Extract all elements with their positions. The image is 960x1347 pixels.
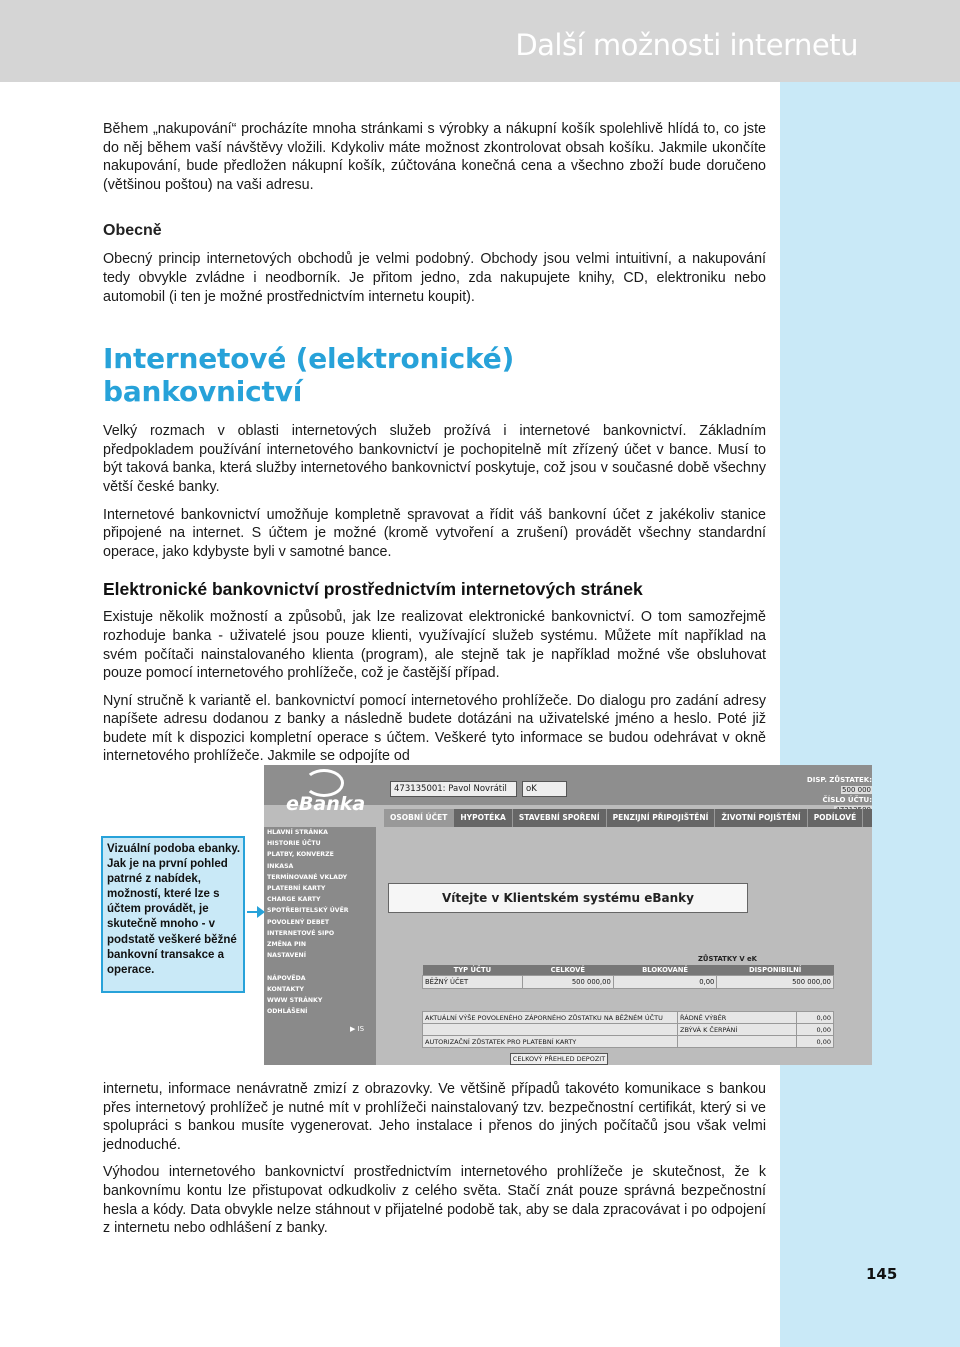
account-select[interactable]: 473135001: Pavol Novrátil — [390, 781, 517, 797]
general-paragraph: Obecný princip internetových obchodů je velmi podobný. Obchody jsou velmi intuitivní, a nakupování tedy obvykle zvládne i neodborník. Je přitom jedno, zda nakupujete knihy, CD, elektroniku nebo automobil (i ten je možné prostřednictvím internetu koupit). — [103, 251, 766, 305]
table-cell — [678, 1036, 797, 1048]
banking-heading-line1: Internetové (elektronické) — [103, 342, 515, 376]
menu-item[interactable]: SPOTŘEBITELSKÝ ÚVĚR — [267, 907, 349, 915]
menu-item[interactable]: WWW STRÁNKY — [267, 997, 323, 1005]
menu-item[interactable]: PLATEBNÍ KARTY — [267, 885, 326, 893]
ok-select[interactable]: oK — [522, 781, 567, 797]
web-paragraph-1: Existuje několik možností a způsobů, jak lze realizovat elektronické bankovnictví. O tom samozřejmě rozhoduje banka - uživatelé jsou pouze klienti, využívající služeb systému. Můžete mít například na svém počítači nainstalovaného klienta (program), ale stejně tak je například možné vše obsluhovat pouze pomocí internetového prohlížeče, což je častější případ. — [103, 609, 766, 682]
table-header: TYP ÚČTU — [423, 965, 523, 976]
logout-icon[interactable]: ▶ IS — [350, 1025, 365, 1033]
banking-paragraph-2: Internetové bankovnictví umožňuje kompletně spravovat a řídit váš bankovní účet z jakékoliv stanice připojené na internet. S účtem je možné (kromě vytvoření a zrušení) provádět všechny standardní operace, jako kdybyste byli v samotné bance. — [103, 506, 766, 560]
tab-stavebni-sporeni[interactable]: STAVEBNÍ SPOŘENÍ — [513, 809, 607, 827]
arrow-right-icon — [257, 906, 265, 918]
banking-heading-line2: bankovnictví — [103, 375, 303, 409]
page-header — [0, 0, 960, 82]
balance-table — [422, 965, 834, 989]
menu-item[interactable]: KONTAKTY — [267, 985, 304, 993]
overview-button[interactable]: CELKOVÝ PŘEHLED DEPOZIT — [510, 1053, 608, 1065]
menu-item[interactable]: NASTAVENÍ — [267, 952, 307, 960]
menu-item[interactable]: ZMĚNA PIN — [267, 941, 307, 949]
table-row — [423, 976, 834, 989]
tab-penzijni-pripojisteni[interactable]: PENZIJNÍ PŘIPOJIŠTĚNÍ — [607, 809, 716, 827]
menu-item[interactable]: INKASA — [267, 862, 294, 870]
ebanka-tabs — [384, 809, 872, 827]
table-row — [423, 1036, 834, 1048]
menu-item[interactable]: POVOLENÝ DEBET — [267, 918, 330, 926]
menu-spacer — [264, 961, 376, 972]
table-cell: 0,00 — [613, 976, 717, 989]
menu-item[interactable]: INTERNETOVÉ SIPO — [267, 929, 335, 937]
menu-item[interactable]: PLATBY, KONVERZE — [267, 851, 334, 859]
tab-podilove[interactable]: PODÍLOVÉ — [808, 809, 864, 827]
table-cell: ŘÁDNĚ VÝBĚR — [678, 1012, 797, 1024]
table-cell[interactable]: BĚŽNÝ ÚČET — [423, 976, 523, 989]
table-cell: 0,00 — [796, 1012, 833, 1024]
banking-paragraph-1: Velký rozmach v oblasti internetových služeb prožívá i internetové bankovnictví. Základním předpokladem používání internetového bankovnictví je pochopitelně mít zřízený účet v bance. Musí to být taková banka, která služby internetového bankovnictví poskytuje, což jsou v současné době všechny větší české banky. — [103, 423, 766, 495]
table-caption: ZŮSTATKY V eK — [698, 955, 757, 963]
side-margin-strip — [780, 82, 960, 1347]
web-paragraph-2: Nyní stručně k variantě el. bankovnictví pomocí internetového prohlížeče. Do dialogu pro zadání adresy napíšete adresu dodanou z banky a následně budete dotázáni na uživatelské jméno a heslo. Poté již budete mít k dispozici kompletní operace s účtem. Veškeré tyto informace se budou odehrávat v okně internetového prohlížeče. Jakmile se odpojíte od — [103, 692, 766, 765]
table-cell: 0,00 — [796, 1036, 833, 1048]
menu-item[interactable]: CHARGE KARTY — [267, 896, 321, 904]
chapter-title: Další možnosti internetu — [515, 28, 858, 62]
table-row — [423, 1024, 834, 1036]
menu-item[interactable]: HLAVNÍ STRÁNKA — [267, 829, 328, 836]
limits-table — [422, 1011, 834, 1048]
table-cell: 0,00 — [796, 1024, 833, 1036]
intro-paragraph: Během „nakupování“ procházíte mnoha stránkami s výrobky a nákupní košík spolehlivě hlídá to, co jste do něj během vaší návštěvy vložili. Kdykoliv máte možnost zkontrolovat obsah košíku. Jakmile ukončíte nakupování, bude předložen nákupní košík, zúčtována konečná cena a všechno zboží bude doručeno (většinou poštou) na vaši adresu. — [103, 121, 766, 193]
table-cell: ZBÝVÁ K ČERPÁNÍ — [678, 1024, 797, 1036]
main-content-continued — [103, 1080, 766, 1238]
page-number: 145 — [866, 1265, 898, 1283]
table-cell: AKTUÁLNÍ VÝŠE POVOLENÉHO ZÁPORNÉHO ZŮSTATKU NA BĚŽNÉM ÚČTU — [423, 1012, 678, 1024]
welcome-banner: Vítejte v Klientském systému eBanky — [388, 883, 748, 913]
menu-item[interactable]: TERMÍNOVANÉ VKLADY — [267, 873, 348, 881]
tab-zivotni-pojisteni[interactable]: ŽIVOTNÍ POJIŠTĚNÍ — [715, 809, 807, 827]
table-header: CELKOVÉ — [522, 965, 613, 976]
main-content — [103, 120, 766, 766]
web-banking-heading: Elektronické bankovnictví prostřednictvím internetových stránek — [103, 579, 643, 600]
table-cell: 500 000,00 — [717, 976, 834, 989]
disp-value: 500 000 — [842, 786, 871, 794]
section-heading-general: Obecně — [103, 222, 162, 240]
table-cell — [423, 1024, 678, 1036]
menu-item[interactable]: NÁPOVĚDA — [267, 974, 306, 982]
table-cell: 500 000,00 — [522, 976, 613, 989]
disp-label: DISP. ZŮSTATEK: — [806, 776, 872, 784]
tab-hypoteka[interactable]: HYPOTÉKA — [454, 809, 512, 827]
web-paragraph-4: Výhodou internetového bankovnictví prostřednictvím internetového prohlížeče je skutečnost, že k bankovnímu kontu lze přistupovat odkudkoliv z celého světa. Stačí znát pouze správná bezpečnostní hesla a kódy. Data obvykle nelze stáhnout v přijatelné podobě tak, aby se dala zpracovávat i po odpojení z internetu nebo odhlášení z banky. — [103, 1164, 766, 1237]
screenshot-caption: Vizuální podoba ebanky. Jak je na první pohled patrné z nabídek, možností, které lze s účtem provádět, je skutečně mnoho - v podstatě veškeré běžné bankovní transakce a operace. — [101, 836, 245, 993]
menu-item-logout[interactable]: ODHLÁŠENÍ — [267, 1008, 308, 1016]
table-row — [423, 1012, 834, 1024]
table-header: DISPONIBILNÍ — [717, 965, 834, 976]
ebanka-screenshot — [264, 765, 872, 1065]
table-cell: AUTORIZAČNÍ ZŮSTATEK PRO PLATEBNÍ KARTY — [423, 1036, 678, 1048]
tab-osobni-ucet[interactable]: OSOBNÍ ÚČET — [384, 809, 454, 827]
acct-label: ČÍSLO ÚČTU: — [822, 796, 872, 804]
table-header: BLOKOVANÉ — [613, 965, 717, 976]
web-paragraph-3: internetu, informace nenávratně zmizí z obrazovky. Ve většině případů takovéto komunikace s bankou přes internetový prohlížeč je nutné mít v prohlížeči nainstalovaný tzv. bezpečnostní certifikát, který si ve spolupráci s bankou musíte vygenerovat. Jeho instalace i přenos do jiných počítačů jsou však velmi jednoduché. — [103, 1081, 766, 1153]
ebanka-logo: eBanka — [286, 793, 366, 815]
menu-item[interactable]: HISTORIE ÚČTU — [267, 840, 321, 848]
